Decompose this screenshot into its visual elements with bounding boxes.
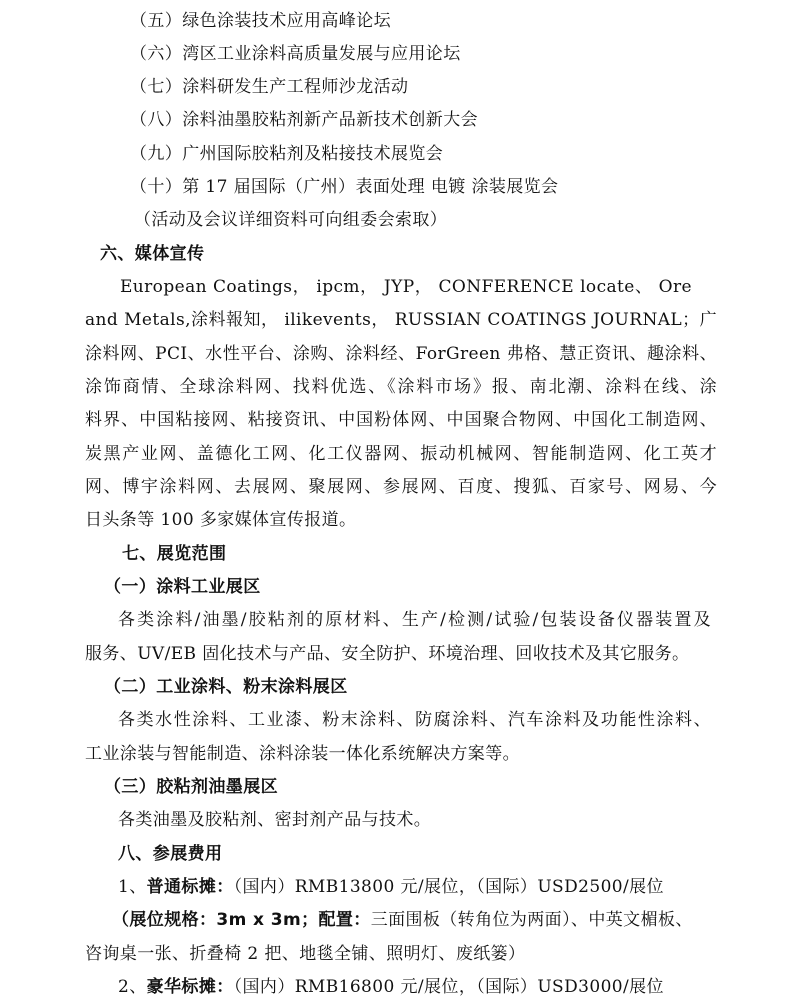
fee-price: （国内）RMB13800 元/展位，（国际）USD2500/展位 bbox=[233, 877, 664, 897]
activity-item: （十）第 17 届国际（广州）表面处理 电镀 涂装展览会 bbox=[130, 177, 559, 197]
section-heading-fees: 八、参展费用 bbox=[118, 844, 223, 864]
media-line: 料界、中国粘接网、粘接资讯、中国粉体网、中国聚合物网、中国化工制造网、 bbox=[85, 410, 717, 430]
activity-item: （七）涂料研发生产工程师沙龙活动 bbox=[130, 77, 409, 97]
activity-item: （八）涂料油墨胶粘剂新产品新技术创新大会 bbox=[130, 110, 478, 130]
activity-item: （五）绿色涂装技术应用高峰论坛 bbox=[130, 11, 391, 31]
activity-item: （九）广州国际胶粘剂及粘接技术展览会 bbox=[130, 144, 444, 164]
fee-spec-text: 三面围板（转角位为两面）、中英文楣板、 bbox=[370, 910, 693, 930]
media-line: European Coatings， ipcm， JYP， CONFERENCE locate、 Ore bbox=[120, 277, 692, 297]
media-line: and Metals,涂料報知， ilikevents， RUSSIAN COATINGS JOURNAL；广 bbox=[85, 310, 717, 330]
fee-label: 普通标摊： bbox=[146, 877, 234, 897]
fee-number: 1、 bbox=[118, 877, 147, 897]
activities-note: （活动及会议详细资料可向组委会索取） bbox=[134, 210, 448, 230]
media-line: 炭黑产业网、盖德化工网、化工仪器网、振动机械网、智能制造网、化工英才 bbox=[85, 444, 717, 464]
zone-heading: （三）胶粘剂油墨展区 bbox=[104, 777, 278, 797]
section-heading-media: 六、媒体宣传 bbox=[100, 244, 205, 264]
zone-heading: （一）涂料工业展区 bbox=[104, 577, 261, 597]
zone-description: 工业涂装与智能制造、涂料涂装一体化系统解决方案等。 bbox=[85, 744, 520, 764]
fee-label: 豪华标摊： bbox=[146, 977, 234, 997]
media-line: 涂料网、PCI、水性平台、涂购、涂料经、ForGreen 弗格、慧正资讯、趣涂料、 bbox=[85, 344, 717, 364]
fee-line-standard bbox=[118, 872, 794, 902]
fee-price: （国内）RMB16800 元/展位，（国际）USD3000/展位 bbox=[233, 977, 664, 997]
zone-description: 各类油墨及胶粘剂、密封剂产品与技术。 bbox=[118, 810, 432, 830]
fee-spec-label: （展位规格：3m x 3m；配置： bbox=[112, 910, 371, 930]
fee-spec-line bbox=[112, 905, 794, 935]
media-line: 日头条等 100 多家媒体宣传报道。 bbox=[85, 510, 357, 530]
zone-heading: （二）工业涂料、粉末涂料展区 bbox=[104, 677, 348, 697]
media-line: 涂饰商情、全球涂料网、找料优选、《涂料市场》报、南北潮、涂料在线、涂 bbox=[85, 377, 717, 397]
zone-description: 服务、UV/EB 固化技术与产品、安全防护、环境治理、回收技术及其它服务。 bbox=[85, 644, 690, 664]
media-line: 网、博宇涂料网、去展网、聚展网、参展网、百度、搜狐、百家号、网易、今 bbox=[85, 477, 717, 497]
fee-line-deluxe bbox=[118, 972, 794, 1002]
zone-description: 各类水性涂料、工业漆、粉末涂料、防腐涂料、汽车涂料及功能性涂料、 bbox=[118, 710, 711, 730]
zone-description: 各类涂料/油墨/胶粘剂的原材料、生产/检测/试验/包装设备仪器装置及 bbox=[118, 610, 711, 630]
activity-item: （六）湾区工业涂料高质量发展与应用论坛 bbox=[130, 44, 461, 64]
section-heading-scope: 七、展览范围 bbox=[122, 544, 227, 564]
fee-number: 2、 bbox=[118, 977, 147, 997]
fee-spec-line: 咨询桌一张、折叠椅 2 把、地毯全铺、照明灯、废纸篓） bbox=[85, 944, 526, 964]
